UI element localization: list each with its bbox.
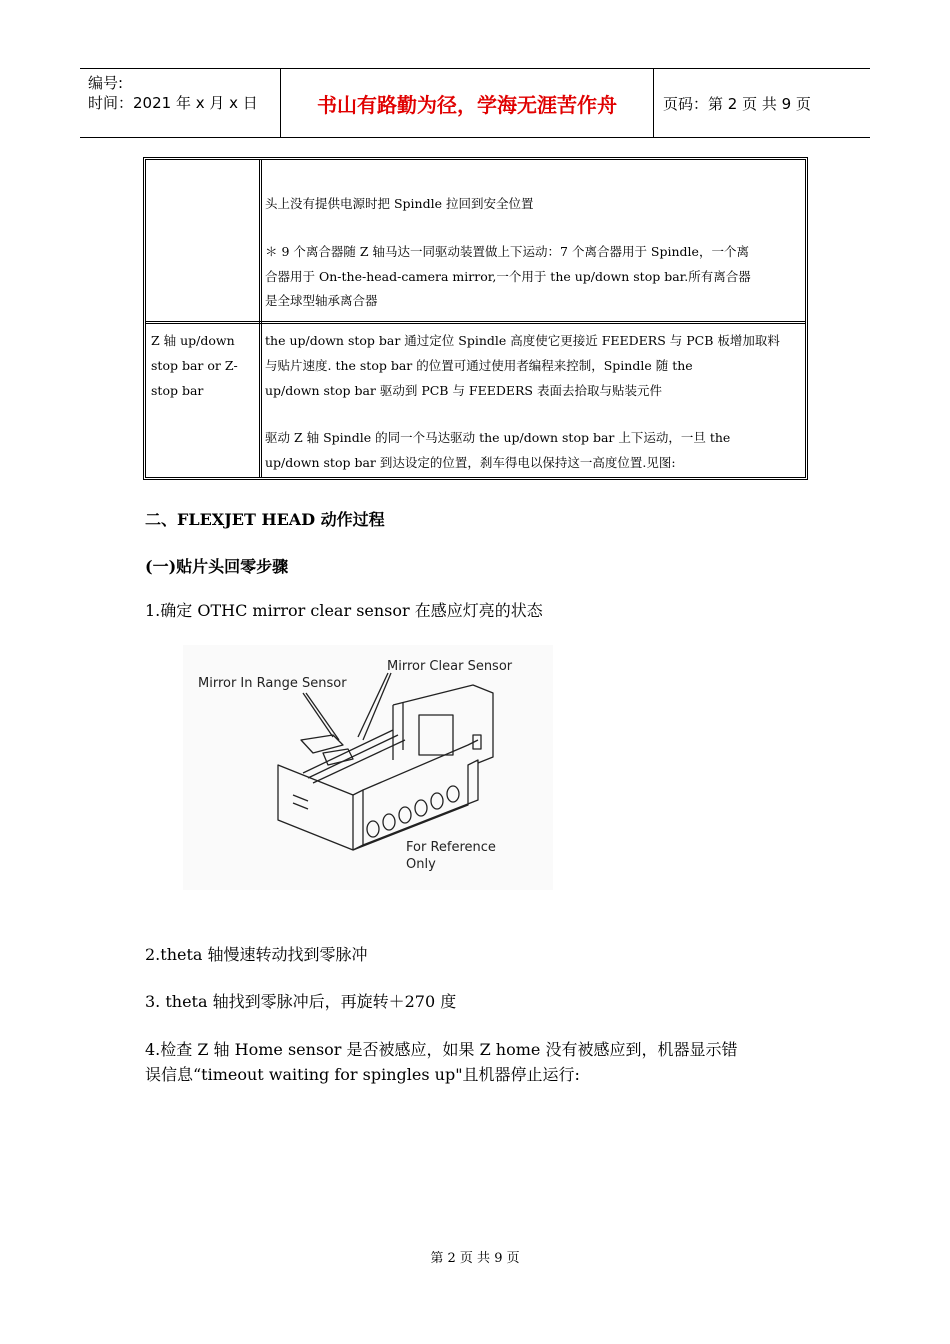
subsection-title: (一)贴片头回零步骤 <box>145 557 289 576</box>
flexjet-head-figure <box>183 645 553 890</box>
row1-line2: ＊ 9 个离合器随 Z 轴马达一同驱动装置做上下运动：7 个离合器用于 Spindle，一个离 <box>265 244 749 259</box>
label-only: Only <box>406 857 436 872</box>
step-2: 2.theta 轴慢速转动找到零脉冲 <box>145 945 368 964</box>
header-page-label: 页码：第 2 页 共 9 页 <box>663 94 811 113</box>
step-3: 3. theta 轴找到零脉冲后，再旋转＋270 度 <box>145 992 457 1011</box>
row1-line1: 头上没有提供电源时把 Spindle 拉回到安全位置 <box>265 196 534 211</box>
header-date-label: 时间：2021 年 x 月 x 日 <box>88 94 258 112</box>
row1-line3: 合器用于 On-the-head-camera mirror,一个用于 the up/down stop bar.所有离合器 <box>265 269 751 284</box>
step-4-line2: 误信息“timeout waiting for spingles up"且机器停止运行: <box>145 1065 580 1084</box>
row2-desc-line2: 与贴片速度. the stop bar 的位置可通过使用者编程来控制，Spindle 随 the <box>265 358 693 373</box>
row1-line4: 是全球型轴承离合器 <box>265 293 378 308</box>
row2-desc-line3: up/down stop bar 驱动到 PCB 与 FEEDERS 表面去拾取与贴装元件 <box>265 383 662 398</box>
table-row-divider <box>146 321 805 324</box>
row2-label-line2: stop bar or Z- <box>151 358 238 373</box>
label-mirror-clear-sensor: Mirror Clear Sensor <box>387 659 513 674</box>
header-meta <box>80 69 280 137</box>
row2-desc-line5: up/down stop bar 到达设定的位置，刹车得电以保持这一高度位置.见图: <box>265 455 676 470</box>
row2-label-line3: stop bar <box>151 383 204 398</box>
section-title: 二、FLEXJET HEAD 动作过程 <box>145 510 385 529</box>
header-motto: 书山有路勤为径，学海无涯苦作舟 <box>280 69 654 137</box>
step-4-line1: 4.检查 Z 轴 Home sensor 是否被感应，如果 Z home 没有被感应到，机器显示错 <box>145 1040 738 1059</box>
info-table <box>143 157 808 480</box>
header-number-label: 编号: <box>88 74 124 92</box>
label-mirror-in-range-sensor: Mirror In Range Sensor <box>198 676 347 691</box>
page-header <box>80 68 870 138</box>
row2-desc-line4: 驱动 Z 轴 Spindle 的同一个马达驱动 the up/down stop bar 上下运动，一旦 the <box>265 430 731 445</box>
row2-desc-line1: the up/down stop bar 通过定位 Spindle 高度使它更接近 FEEDERS 与 PCB 板增加取料 <box>265 333 780 348</box>
row2-label-line1: Z 轴 up/down <box>151 333 235 348</box>
table-column-divider <box>259 160 262 477</box>
label-for-reference: For Reference <box>406 840 496 855</box>
step-1: 1.确定 OTHC mirror clear sensor 在感应灯亮的状态 <box>145 601 543 620</box>
page-footer: 第 2 页 共 9 页 <box>430 1251 520 1266</box>
